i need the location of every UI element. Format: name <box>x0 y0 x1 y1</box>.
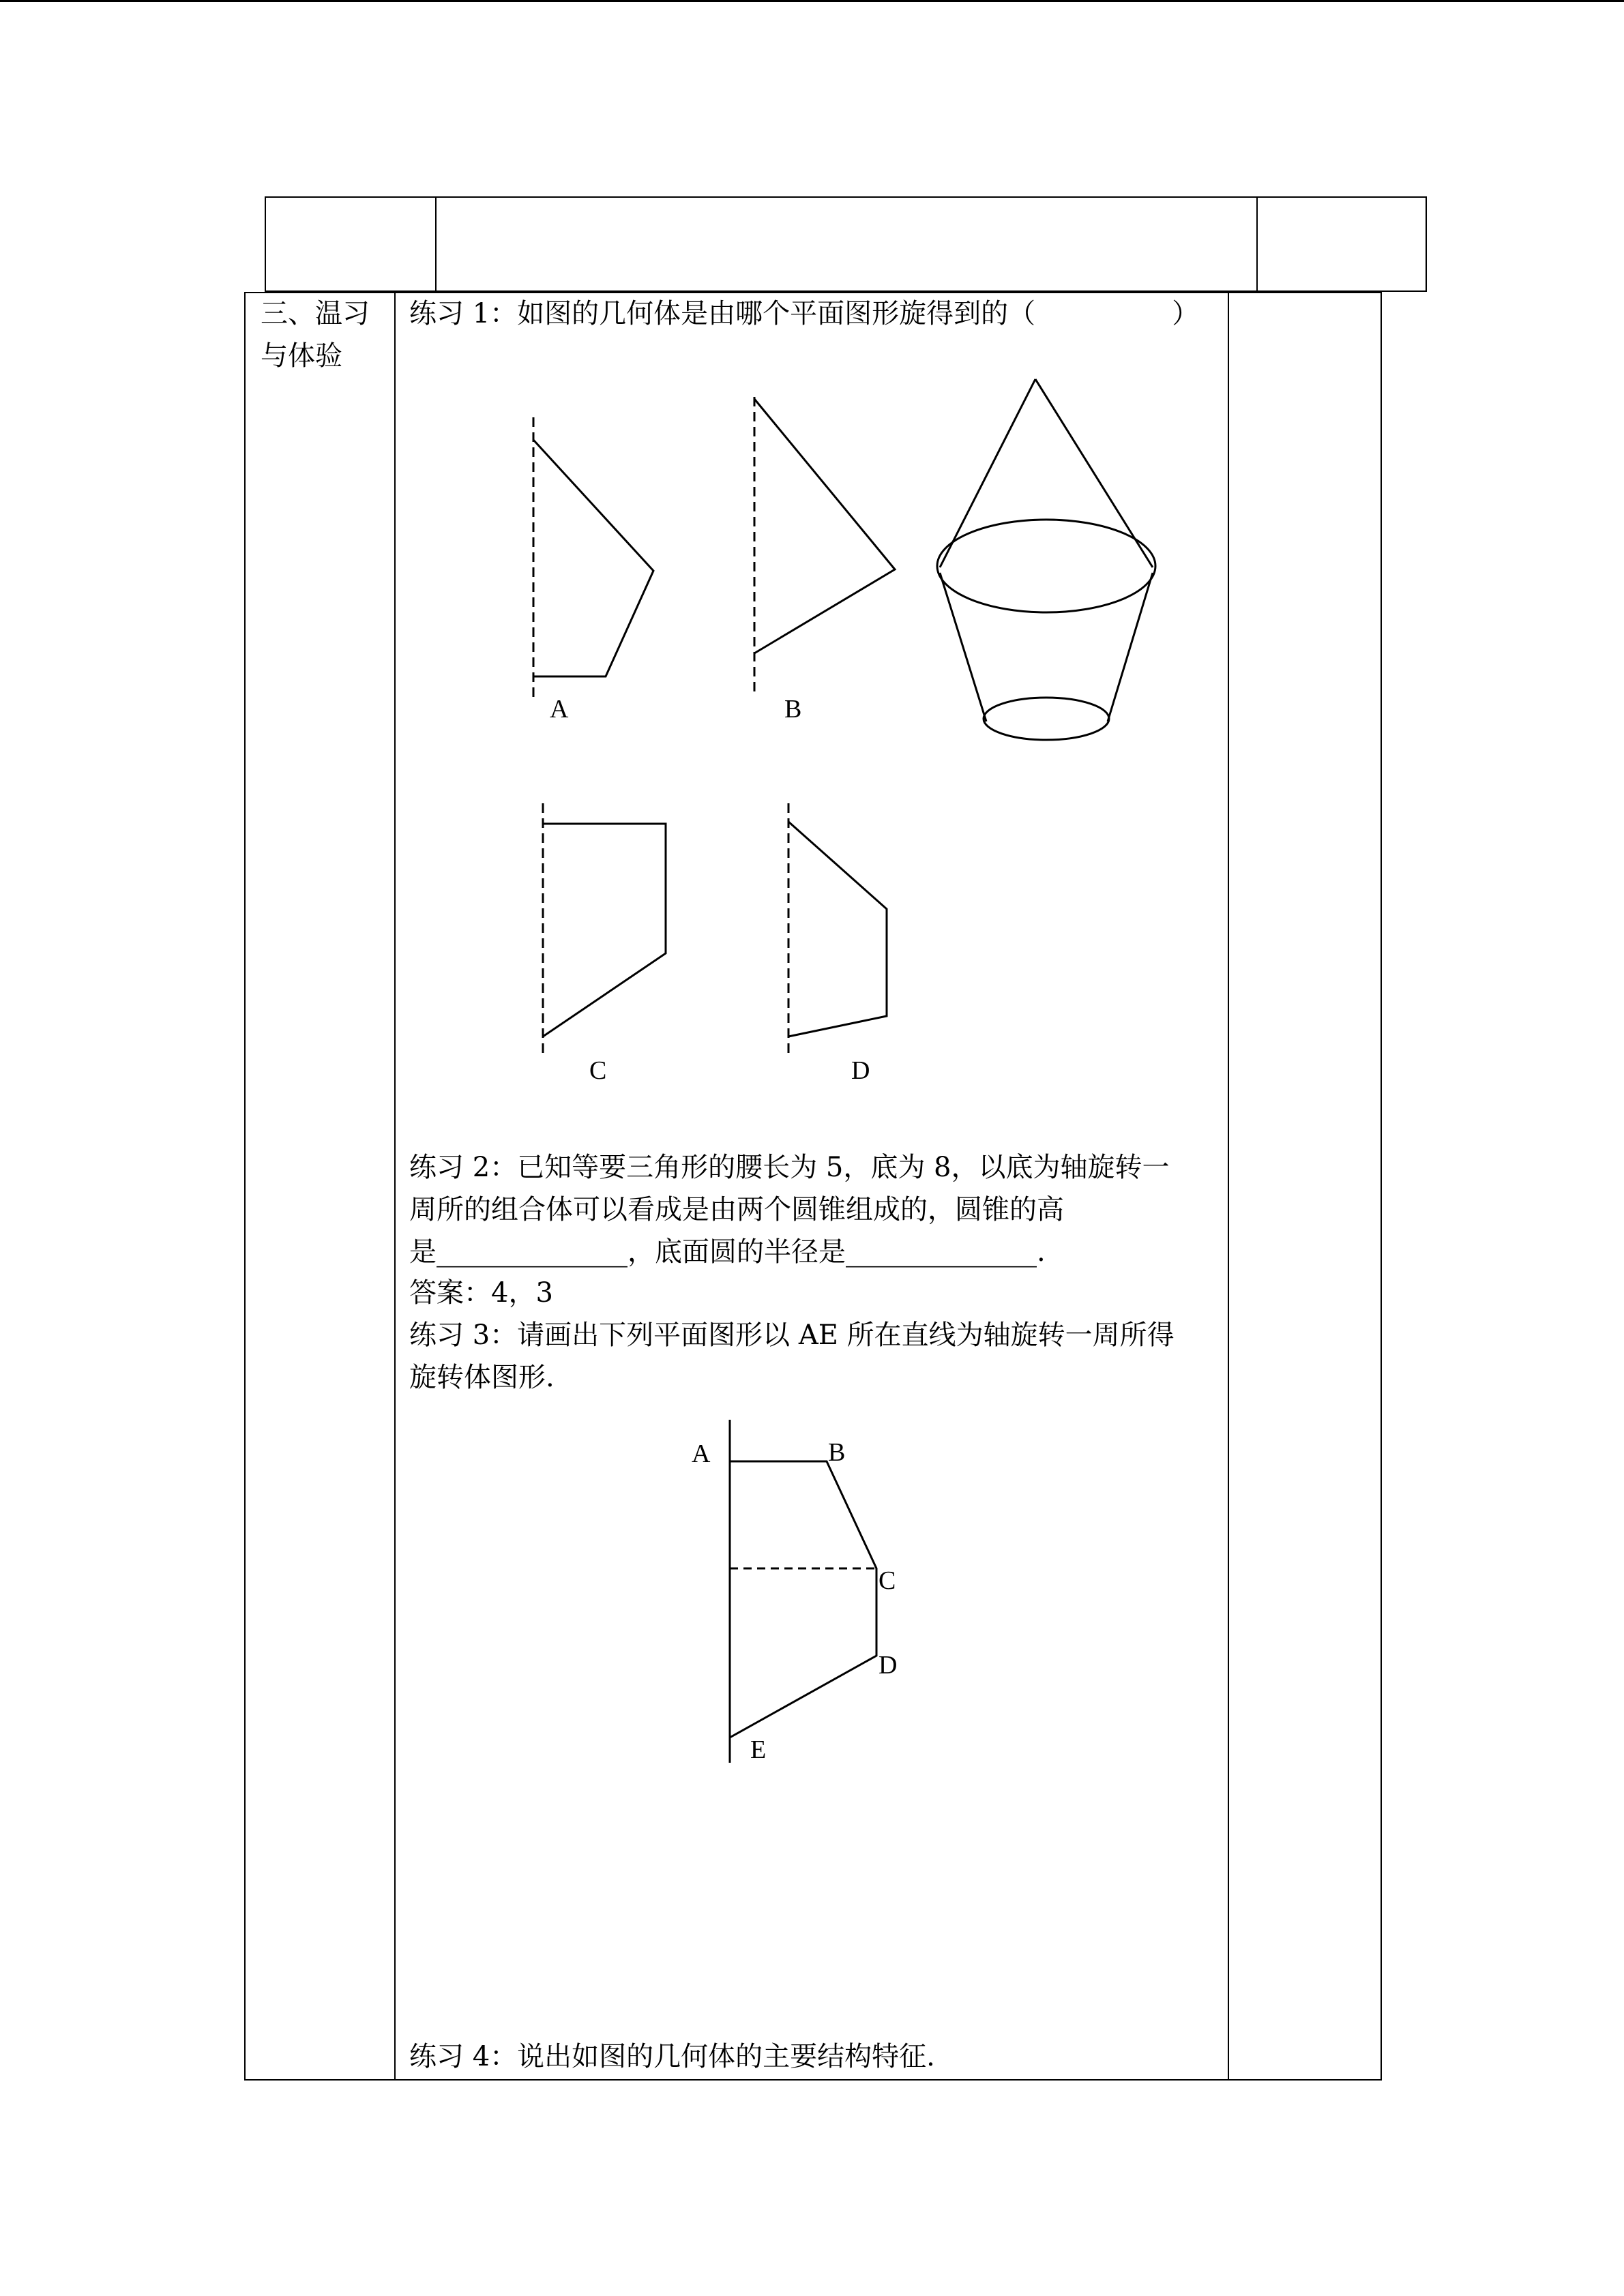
solid-middle-ellipse <box>937 520 1155 612</box>
figure-d-shape <box>788 822 887 1037</box>
exercise1-question: 练习 1：如图的几何体是由哪个平面图形旋得到的（ ） <box>409 298 1200 329</box>
exercise4-question: 练习 4：说出如图的几何体的主要结构特征. <box>409 2041 935 2072</box>
exercise2-answer: 答案：4，3 <box>409 1277 553 1309</box>
exercise3-figure <box>692 1420 897 1764</box>
figure-b-label: B <box>784 695 802 724</box>
exercise3-line1: 练习 3：请画出下列平面图形以 AE 所在直线为轴旋转一周所得 <box>409 1320 1175 1351</box>
exercise3-point-b: B <box>828 1438 846 1467</box>
figure-c <box>543 803 666 1085</box>
exercise2-line3: 是______________，底面圆的半径是______________. <box>409 1236 1046 1268</box>
figure-a-label: A <box>550 695 569 724</box>
exercise3-point-d: D <box>879 1651 898 1680</box>
figure-c-label: C <box>589 1056 607 1085</box>
solid-bottom-ellipse <box>984 698 1109 740</box>
exercise3-point-c: C <box>879 1566 896 1595</box>
exercise3-line2: 旋转体图形. <box>409 1362 555 1393</box>
figure-c-shape <box>543 824 666 1037</box>
exercise2-line2: 周所的组合体可以看成是由两个圆锥组成的，圆锥的高 <box>409 1194 1064 1225</box>
figure-b-shape <box>754 399 895 653</box>
figure-d <box>788 803 887 1085</box>
exercise2-line1: 练习 2：已知等要三角形的腰长为 5，底为 8，以底为轴旋转一 <box>409 1152 1170 1183</box>
exercise3-shape <box>730 1461 876 1738</box>
figure-d-label: D <box>851 1056 870 1085</box>
figure-a-shape <box>533 440 653 676</box>
solid-cone-frustum <box>937 379 1155 740</box>
figure-b <box>754 397 895 724</box>
exercise3-point-e: E <box>750 1735 767 1764</box>
section-label-line1: 三、温习 <box>261 298 370 329</box>
exercise3-point-a: A <box>692 1440 711 1468</box>
section-label-line2: 与体验 <box>261 340 342 372</box>
solid-cone-left-edge <box>940 379 1035 567</box>
figure-a <box>533 417 653 724</box>
